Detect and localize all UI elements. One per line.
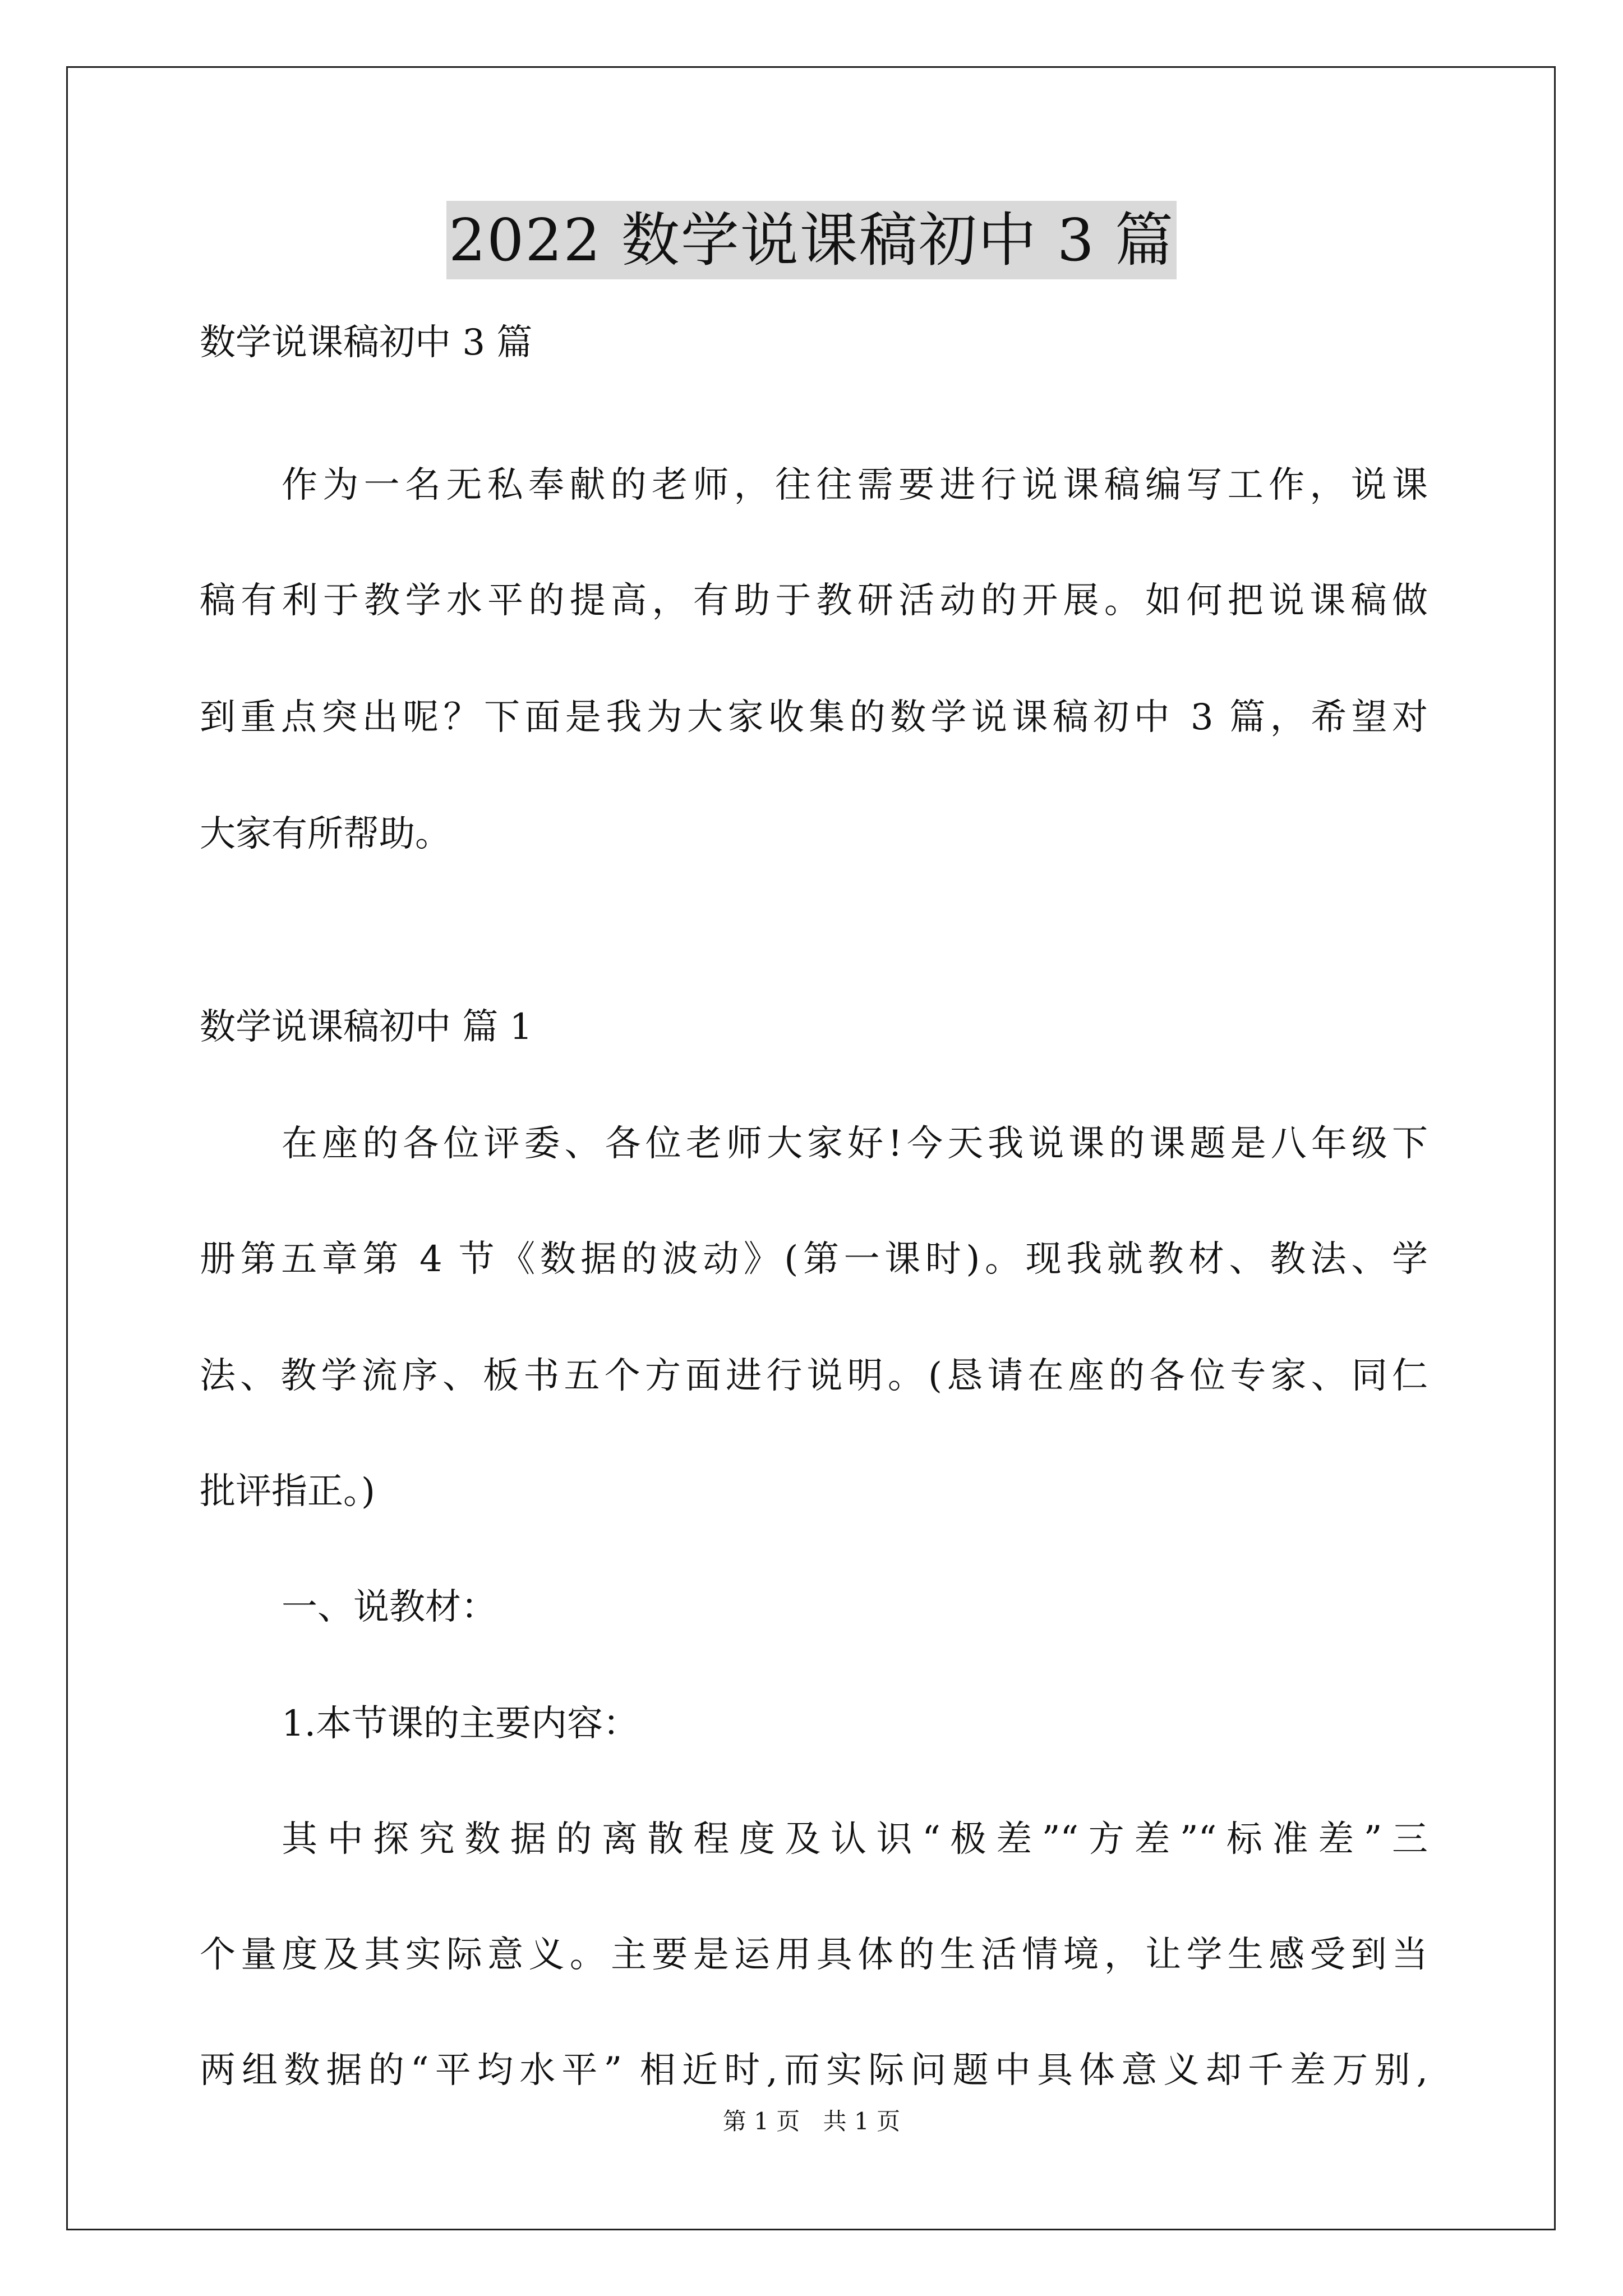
paragraph-line: 在座的各位评委、各位老师大家好!今天我说课的课题是八年级下 bbox=[282, 1123, 1428, 1165]
title-container bbox=[0, 201, 1623, 279]
paragraph-line: 批评指正。) bbox=[200, 1471, 375, 1512]
page-total: 共 1 页 bbox=[823, 2108, 901, 2135]
page-footer bbox=[0, 2105, 1623, 2138]
paragraph-line: 两组数据的“平均水平” 相近时,而实际问题中具体意义却千差万别, bbox=[200, 2050, 1428, 2091]
subtitle-line: 数学说课稿初中 3 篇 bbox=[200, 322, 533, 364]
subheading: 一、说教材： bbox=[282, 1586, 497, 1628]
document-title: 2022 数学说课稿初中 3 篇 bbox=[446, 201, 1177, 279]
paragraph-line: 个量度及其实际意义。主要是运用具体的生活情境，让学生感受到当 bbox=[200, 1934, 1428, 1976]
paragraph-line: 稿有利于教学水平的提高，有助于教研活动的开展。如何把说课稿做 bbox=[200, 580, 1428, 622]
paragraph-line: 大家有所帮助。 bbox=[200, 813, 451, 855]
paragraph-line: 到重点突出呢？下面是我为大家收集的数学说课稿初中 3 篇，希望对 bbox=[200, 697, 1428, 738]
paragraph-line: 其中探究数据的离散程度及认识“极差”“方差”“标准差”三 bbox=[282, 1819, 1428, 1860]
page-number: 第 1 页 bbox=[722, 2108, 800, 2135]
subheading: 1.本节课的主要内容： bbox=[282, 1703, 639, 1745]
paragraph-line: 册第五章第 4 节《数据的波动》(第一课时)。现我就教材、教法、学 bbox=[200, 1239, 1428, 1280]
paragraph-line: 作为一名无私奉献的老师，往往需要进行说课稿编写工作，说课 bbox=[282, 464, 1428, 506]
paragraph-line: 法、教学流序、板书五个方面进行说明。(恳请在座的各位专家、同仁 bbox=[200, 1355, 1428, 1397]
section-heading: 数学说课稿初中 篇 1 bbox=[200, 1006, 533, 1048]
